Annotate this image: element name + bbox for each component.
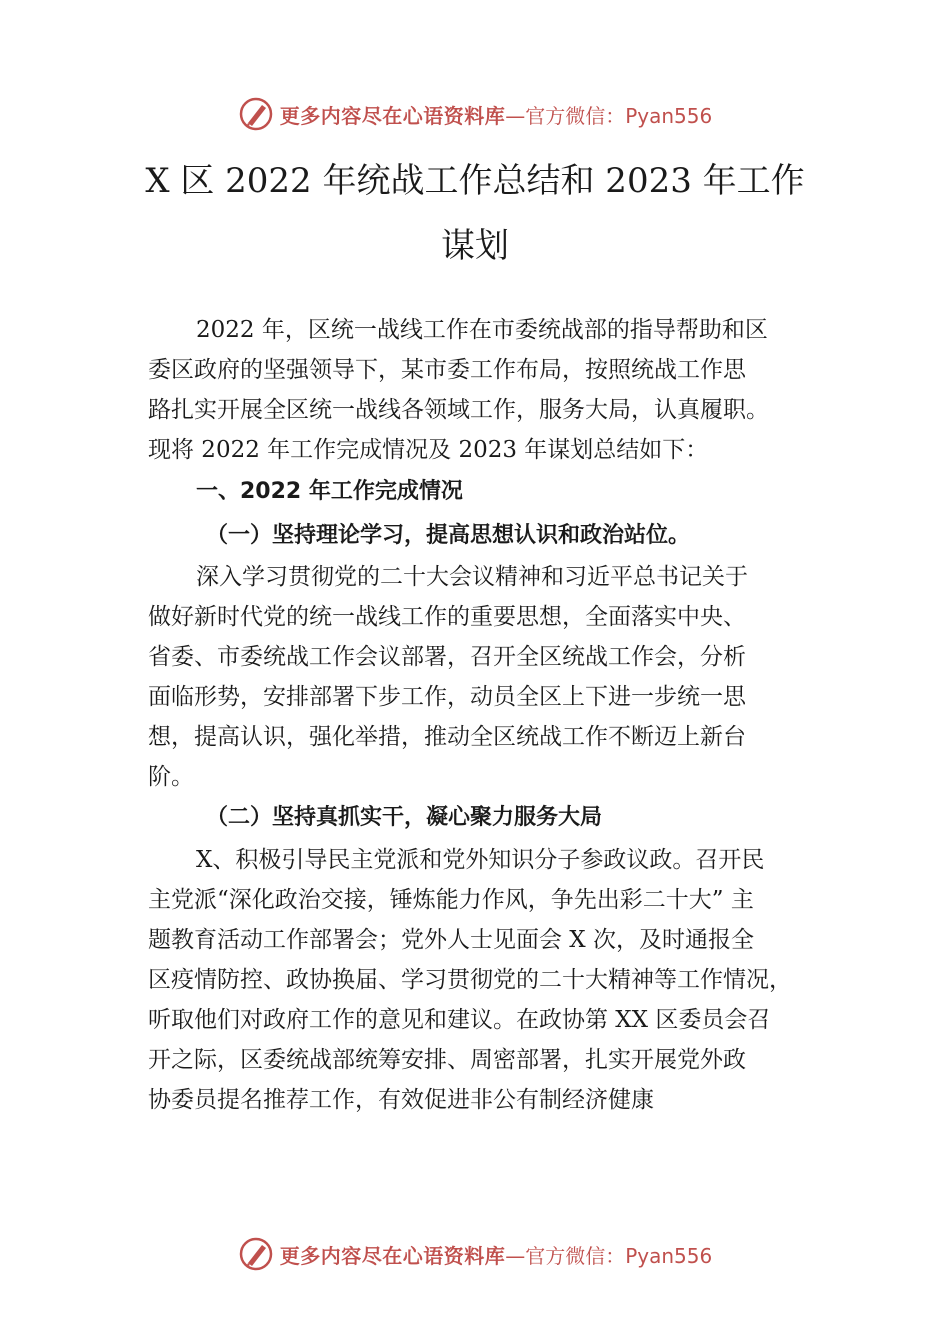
watermark-banner-bottom (0, 1232, 950, 1276)
document-title-line-1: X 区 2022 年统战工作总结和 2023 年工作 (145, 161, 805, 201)
watermark-contact: —官方微信：Pyan556 (505, 103, 713, 128)
subsection-heading: （一）坚持理论学习，提高思想认识和政治站位。 (206, 522, 691, 548)
body-line: 主党派“深化政治交接，锤炼能力作风，争先出彩二十大” 主 (148, 887, 754, 913)
watermark-brand: 更多内容尽在心语资料库 (279, 103, 506, 128)
body-line: 区疫情防控、政协换届、学习贯彻党的二十大精神等工作情况， (148, 967, 792, 993)
body-line: 省委、市委统战工作会议部署，召开全区统战工作会，分析 (148, 644, 746, 670)
body-line: 开之际，区委统战部统筹安排、周密部署，扎实开展党外政 (148, 1047, 746, 1073)
body-line: 做好新时代党的统一战线工作的重要思想，全面落实中央、 (148, 604, 746, 630)
pen-logo-icon (238, 1236, 274, 1272)
section-heading: 一、2022 年工作完成情况 (196, 479, 463, 504)
body-line: 想，提高认识，强化举措，推动全区统战工作不断迈上新台 (148, 724, 746, 750)
body-line: 面临形势，安排部署下步工作，动员全区上下进一步统一思 (148, 684, 746, 710)
body-line: 现将 2022 年工作完成情况及 2023 年谋划总结如下： (148, 437, 709, 463)
subsection-heading: （二）坚持真抓实干，凝心聚力服务大局 (206, 804, 603, 830)
pen-logo-icon (238, 96, 274, 132)
body-line: 路扎实开展全区统一战线各领域工作，服务大局，认真履职。 (148, 397, 769, 423)
body-line: 协委员提名推荐工作，有效促进非公有制经济健康 (148, 1087, 654, 1113)
watermark-brand: 更多内容尽在心语资料库 (279, 1243, 506, 1268)
body-line: 2022 年，区统一战线工作在市委统战部的指导帮助和区 (196, 317, 768, 343)
watermark-contact: —官方微信：Pyan556 (505, 1243, 713, 1268)
body-line: 阶。 (148, 764, 194, 790)
watermark-banner-top (0, 92, 950, 136)
body-line: X、积极引导民主党派和党外知识分子参政议政。召开民 (196, 847, 765, 873)
body-line: 深入学习贯彻党的二十大会议精神和习近平总书记关于 (196, 564, 748, 590)
body-line: 题教育活动工作部署会；党外人士见面会 X 次，及时通报全 (148, 927, 754, 953)
body-line: 委区政府的坚强领导下，某市委工作布局，按照统战工作思 (148, 357, 746, 383)
document-title-line-2: 谋划 (441, 226, 509, 266)
body-line: 听取他们对政府工作的意见和建议。在政协第 XX 区委员会召 (148, 1007, 771, 1033)
